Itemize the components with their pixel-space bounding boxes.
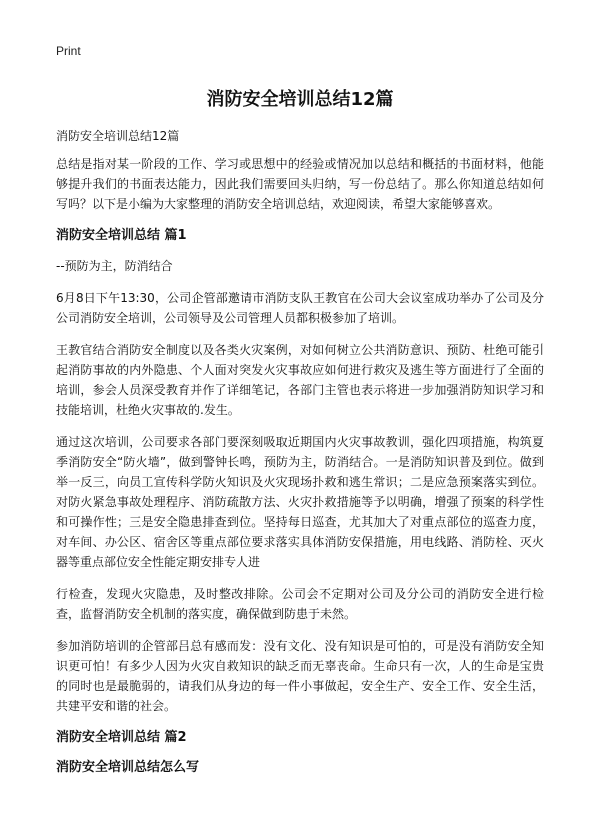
intro-paragraph: 总结是指对某一阶段的工作、学习或思想中的经验或情况加以总结和概括的书面材料，他能够提升我们的书面表达能力，因此我们需要回头归纳，写一份总结了。那么你知道总结如何写吗？以下是小编为大家整理的消防安全培训总结，欢迎阅读，希望大家能够喜欢。 — [56, 157, 544, 211]
section1-paragraph-2: 6月8日下午13:30，公司企管部邀请市消防支队王教官在公司大会议室成功举办了公司及分公司消防安全培训，公司领导及公司管理人员都积极参加了培训。 — [56, 291, 544, 325]
page-title: 消防安全培训总结12篇 — [206, 89, 394, 110]
section-subheading-2: 消防安全培训总结怎么写 — [56, 760, 200, 775]
section-heading-2: 消防安全培训总结 篇2 — [56, 730, 187, 745]
section1-paragraph-6: 参加消防培训的企管部吕总有感而发：没有文化、没有知识是可怕的，可是没有消防安全知识更可怕！有多少人因为火灾自救知识的缺乏而无辜丧命。生命只有一次，人的生命是宝贵的同时也是最脆弱的，请我们从身边的每一件小事做起，安全生产、安全工作、安全生活，共建平安和谐的社会。 — [56, 639, 544, 713]
section1-paragraph-1: --预防为主，防消结合 — [56, 259, 173, 273]
section-heading-1: 消防安全培训总结 篇1 — [56, 228, 187, 243]
document-subtitle: 消防安全培训总结12篇 — [56, 129, 180, 143]
print-link[interactable]: Print — [56, 44, 81, 58]
section1-paragraph-5: 行检查，发现火灾隐患，及时整改排除。公司会不定期对公司及分公司的消防安全进行检查，监督消防安全机制的落实度，确保做到防患于未然。 — [56, 587, 544, 621]
section1-paragraph-4: 通过这次培训，公司要求各部门要深刻吸取近期国内火灾事故教训，强化四项措施，构筑夏季消防安全“防火墙”，做到警钟长鸣，预防为主，防消结合。一是消防知识普及到位。做到举一反三，向员工宣传科学防火知识及火灾现场扑救和逃生常识；二是应急预案落实到位。对防火紧急事故处理程序、消防疏散方法、火灾扑救措施等予以明确，增强了预案的科学性和可操作性；三是安全隐患排查到位。坚持每日巡查，尤其加大了对重点部位的巡查力度，对车间、办公区、宿舍区等重点部位要求落实具体消防安保措施，用电线路、消防栓、灭火器等重点部位安全性能定期安排专人进 — [56, 435, 544, 569]
section1-paragraph-3: 王教官结合消防安全制度以及各类火灾案例，对如何树立公共消防意识、预防、杜绝可能引起消防事故的内外隐患、个人面对突发火灾事故应如何进行救灾及逃生等方面进行了全面的培训，参会人员深受教育并作了详细笔记，各部门主管也表示将进一步加强消防知识学习和技能培训，杜绝火灾事故的.发生。 — [56, 343, 544, 417]
